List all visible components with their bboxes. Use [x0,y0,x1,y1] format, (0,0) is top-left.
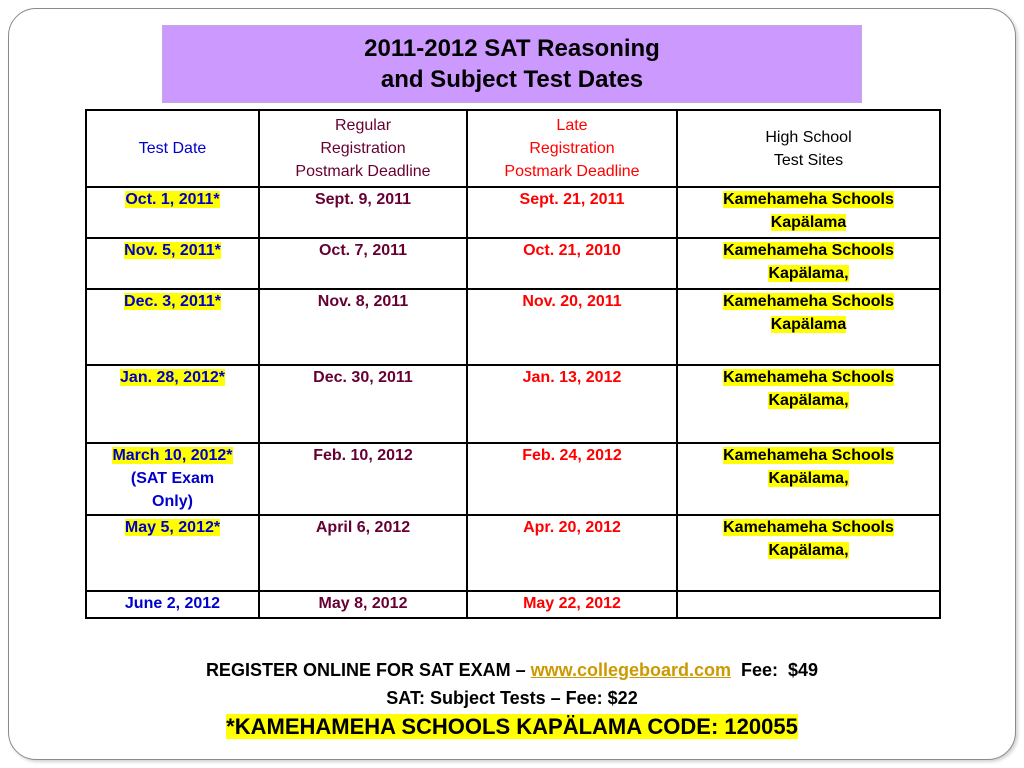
subject-test-fee-line: SAT: Subject Tests – Fee: $22 [386,688,638,708]
table-row [86,591,940,618]
title-line-1: 2011-2012 SAT Reasoning [364,35,660,62]
test-date-cell: March 10, 2012* (SAT Exam Only) [86,443,259,515]
late-deadline-cell: Feb. 24, 2012 [467,443,677,515]
test-date-cell: May 5, 2012* [86,515,259,591]
regular-deadline-cell: Sept. 9, 2011 [259,187,467,238]
table-row [86,289,940,365]
late-deadline-cell: Sept. 21, 2011 [467,187,677,238]
late-deadline-cell: Oct. 21, 2010 [467,238,677,289]
table-header-row [86,110,940,187]
test-date-cell: Nov. 5, 2011* [86,238,259,289]
regular-deadline-cell: Feb. 10, 2012 [259,443,467,515]
late-deadline-cell: Apr. 20, 2012 [467,515,677,591]
header-regular-deadline: Regular Registration Postmark Deadline [259,110,467,187]
page-title [162,25,862,103]
regular-deadline-cell: Oct. 7, 2011 [259,238,467,289]
regular-deadline-cell: Dec. 30, 2011 [259,365,467,443]
test-site-cell: Kamehameha Schools Kapälama, [677,515,940,591]
table-row [86,515,940,591]
school-code-line: *KAMEHAMEHA SCHOOLS KAPÄLAMA CODE: 120055 [226,714,798,739]
collegeboard-link[interactable]: www.collegeboard.com [530,660,732,680]
regular-deadline-cell: May 8, 2012 [259,591,467,618]
test-site-cell: Kamehameha Schools Kapälama [677,187,940,238]
table-row [86,443,940,515]
test-dates-table [85,109,941,619]
late-deadline-cell: Jan. 13, 2012 [467,365,677,443]
test-site-cell: Kamehameha Schools Kapälama, [677,238,940,289]
test-date-cell: Jan. 28, 2012* [86,365,259,443]
test-date-cell: June 2, 2012 [86,591,259,618]
test-site-cell: Kamehameha Schools Kapälama, [677,365,940,443]
title-line-2: and Subject Test Dates [380,66,644,93]
test-site-cell [677,591,940,618]
registration-footer [0,656,1024,742]
test-site-cell: Kamehameha Schools Kapälama [677,289,940,365]
test-date-cell: Dec. 3, 2011* [86,289,259,365]
test-site-cell: Kamehameha Schools Kapälama, [677,443,940,515]
table-row [86,187,940,238]
header-test-sites: High School Test Sites [677,110,940,187]
test-date-cell: Oct. 1, 2011* [86,187,259,238]
regular-deadline-cell: April 6, 2012 [259,515,467,591]
header-test-date: Test Date [86,110,259,187]
regular-deadline-cell: Nov. 8, 2011 [259,289,467,365]
late-deadline-cell: May 22, 2012 [467,591,677,618]
register-online-line: REGISTER ONLINE FOR SAT EXAM – www.collegeboard.com Fee: $49 [205,660,819,680]
table-row [86,365,940,443]
header-late-deadline: Late Registration Postmark Deadline [467,110,677,187]
table-row [86,238,940,289]
late-deadline-cell: Nov. 20, 2011 [467,289,677,365]
